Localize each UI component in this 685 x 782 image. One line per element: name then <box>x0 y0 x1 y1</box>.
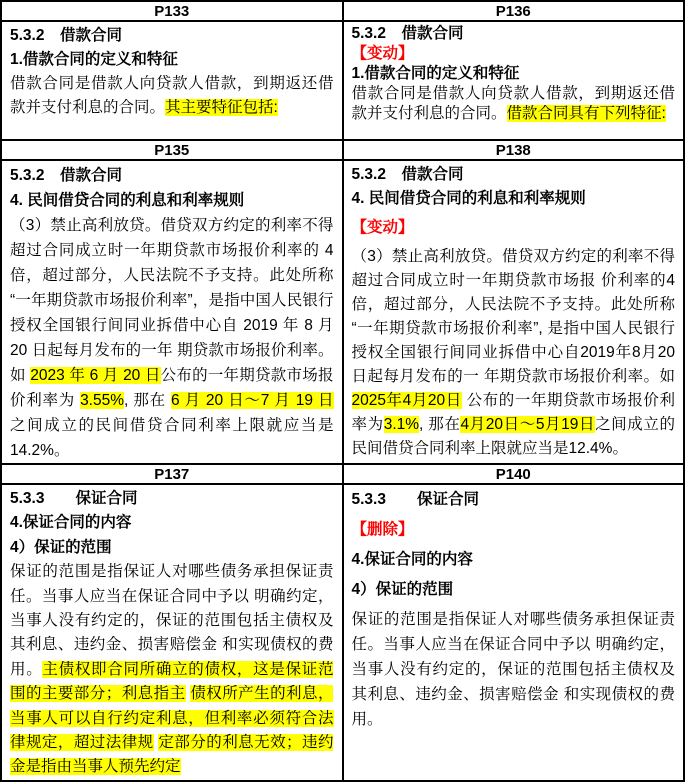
paragraph <box>352 245 676 461</box>
page-number-p135: P135 <box>1 140 343 160</box>
text-segment: 4.保证合同的内容 <box>10 514 132 532</box>
text-segment: 4）保证的范围 <box>10 538 112 556</box>
text-segment: 5.3.3 保证合同 <box>10 490 138 507</box>
text-segment: 之间成立的民间借贷合同利率上限就应当是12.4%。 <box>351 416 675 457</box>
paragraph <box>10 511 334 535</box>
paragraph <box>352 84 676 124</box>
highlighted-text: 主债权即合同所确立的债权，这是保证范围的主要部分；利息指主 <box>10 660 334 703</box>
paragraph <box>352 216 676 240</box>
text-segment: , 那在 <box>124 392 171 409</box>
paragraph <box>352 187 676 211</box>
content-cell-p137 <box>1 484 343 781</box>
text-segment: 1.借款合同的定义和特征 <box>351 65 520 82</box>
content-cell-p140 <box>343 484 685 781</box>
paragraph <box>10 536 334 560</box>
highlighted-text: 4月20日～5月19日 <box>460 416 596 433</box>
highlighted-text: 债权所产生的利息，当事人可以自行约定利息，但利率必须符合法律规定，超过法律规 <box>10 685 334 752</box>
paragraph <box>352 577 676 602</box>
change-marker: 【删除】 <box>351 521 414 538</box>
paragraph <box>10 213 334 463</box>
content-cell-p138 <box>343 160 685 464</box>
paragraph <box>10 487 334 511</box>
highlighted-text: 3.1% <box>383 416 420 433</box>
text-segment: 5.3.2 借款合同 <box>351 25 464 42</box>
content-row-3 <box>1 484 684 781</box>
highlighted-text: 借款合同具有下列特征: <box>506 105 666 122</box>
page-number-p138: P138 <box>343 140 685 160</box>
paragraph <box>10 72 334 120</box>
text-segment: 4）保证的范围 <box>351 581 454 598</box>
text-segment: 4. 民间借贷合同的利息和利率规则 <box>351 190 586 207</box>
paragraph <box>10 560 334 780</box>
paragraph <box>352 44 676 64</box>
text-segment: 借款合同是借款人向贷款人借款，到期返还借款并支付利息的合同。 <box>351 85 675 122</box>
paragraph <box>352 607 676 732</box>
text-segment: 之间成立的民间借贷合同利率上限就应当是 14.2%。 <box>10 417 334 459</box>
paragraph <box>352 24 676 44</box>
paragraph <box>352 547 676 572</box>
paragraph <box>352 517 676 542</box>
text-segment: 公布的一年期贷款市场报价利率为 <box>351 392 676 433</box>
page-number-p140: P140 <box>343 464 685 484</box>
page-header-row-1 <box>1 1 684 21</box>
content-row-1 <box>1 21 684 140</box>
text-segment: , 那在 <box>419 416 461 433</box>
text-segment: 5.3.2 借款合同 <box>10 27 122 44</box>
content-cell-p136 <box>343 21 685 140</box>
paragraph <box>352 487 676 512</box>
content-cell-p133 <box>1 21 343 140</box>
text-segment: 4.保证合同的内容 <box>351 551 473 568</box>
text-segment: 公布的一年期贷款市场报价利率为 <box>10 367 334 409</box>
paragraph <box>10 48 334 72</box>
text-segment: 5.3.2 借款合同 <box>351 166 464 183</box>
text-segment: 5.3.2 借款合同 <box>10 167 122 184</box>
text-segment: 保证的范围是指保证人对哪些债务承担保证责任。当事人应当在保证合同中予以 明确约定，当事人没有约定的，保证的范围包括主债权及其利息、违约金、损害赔偿金 和实现债权的费用。 <box>351 611 675 728</box>
highlighted-text: 其主要特征包括: <box>165 99 278 116</box>
change-marker: 【变动】 <box>351 45 414 62</box>
page-header-row-2 <box>1 140 684 160</box>
text-segment: 借款合同是借款人向贷款人借款，到期返还借款并支付利息的合同。 <box>10 75 334 116</box>
text-segment: （3）禁止高利放贷。借贷双方约定的利率不得超过合同成立时一年期贷款市场报价利率的 4 倍，超过部分，人民法院不予支持。此处所称“一年期贷款市场报价利率”，是指中国人民银行授权全国银行间同业拆借中心自 2019 年 8 月 20 日起每月发布的一年 期贷款市场报价利率。如 <box>10 217 334 384</box>
paragraph <box>10 24 334 48</box>
text-segment: （3）禁止高利放贷。借贷双方约定的利率不得超过合同成立时一年期贷款市场报 价利率的4倍，超过部分，人民法院不予支持。此处所称“一年期贷款市场报价利率”, 是指中国人民银行授权全国银行间同业拆借中心自2019年8月20日起每月发布的一 年期贷款市场报价利率。如 <box>351 248 675 385</box>
highlighted-text: 3.55% <box>80 392 125 409</box>
text-segment: 4. 民间借贷合同的利息和利率规则 <box>10 192 245 209</box>
text-segment: 5.3.3 保证合同 <box>351 491 479 508</box>
paragraph <box>352 163 676 187</box>
page-header-row-3 <box>1 464 684 484</box>
text-segment: 保证的范围是指保证人对哪些债务承担保证责任。当事人应当在保证合同中予以 明确约定，当事人没有约定的，保证的范围包括主债权及其利息、违约金、损害赔偿金 和实现债权的费用。 <box>10 563 334 678</box>
page-number-p133: P133 <box>1 1 343 21</box>
change-marker: 【变动】 <box>351 219 414 236</box>
highlighted-text: 定部分的利息无效；违约金是指由当事人预先约定 <box>10 734 334 776</box>
highlighted-text: 2025年4月20日 <box>351 392 462 409</box>
paragraph <box>352 64 676 84</box>
paragraph <box>10 163 334 188</box>
page-number-p136: P136 <box>343 1 685 21</box>
highlighted-text: 6 月 20 日～7 月 19 日 <box>170 392 334 409</box>
content-cell-p135 <box>1 160 343 464</box>
table-body <box>1 1 684 781</box>
paragraph <box>10 188 334 213</box>
text-segment: 1.借款合同的定义和特征 <box>10 51 178 68</box>
content-row-2 <box>1 160 684 464</box>
highlighted-text: 2023 年 6 月 20 日 <box>30 367 161 384</box>
page-number-p137: P137 <box>1 464 343 484</box>
